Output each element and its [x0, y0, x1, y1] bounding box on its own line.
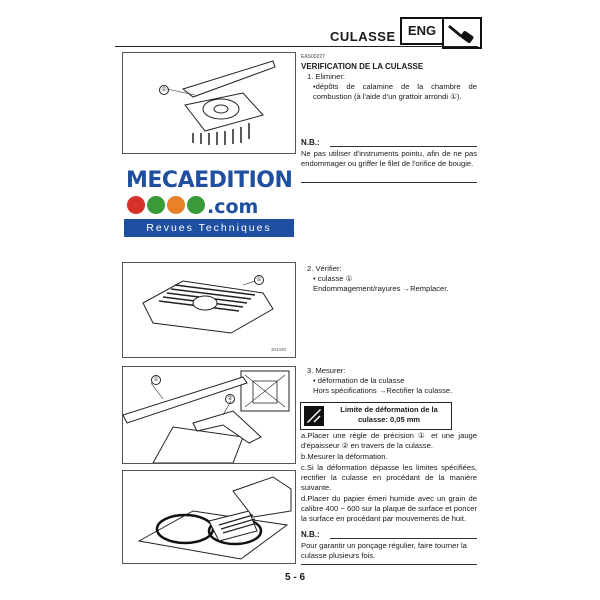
substep-b: b.Mesurer la déformation. [301, 452, 388, 461]
bike-icon [147, 196, 165, 214]
gauge-icon [304, 406, 324, 426]
step-2-label: 2. Vérifier: [307, 264, 342, 273]
figure-head-inspection [122, 262, 296, 358]
note-1-label: N.B.: [301, 138, 320, 147]
step-2-result: Endommagement/rayures →Remplacer. [313, 284, 449, 293]
header-rule [115, 46, 478, 47]
section-code: EAS00227 [301, 54, 325, 60]
section-heading: VERIFICATION DE LA CULASSE [301, 62, 424, 71]
callout-1: ① [254, 275, 264, 285]
watermark-tagline: Revues Techniques [124, 219, 294, 237]
substep-a: a.Placer une règle de précision ① et une jauge d'épaisseur ② en travers de la culasse. [301, 431, 477, 450]
figure-head-sanding [122, 470, 296, 564]
watermark-domain: .com [207, 196, 259, 218]
note-2-text: Pour garantir un ponçage régulier, faire tourner la culasse plusieurs fois. [301, 541, 467, 560]
step-1-label: 1. Eliminer: [307, 72, 345, 81]
callout-1: ① [151, 375, 161, 385]
watermark-name: MECAEDITION [126, 168, 293, 193]
substep-d: d.Placer du papier émeri humide avec un grain de calibre 400 ~ 600 sur la plaque de surface et poncer la surface en procédant par mouvements de huit. [301, 494, 477, 523]
callout-1: ① [159, 85, 169, 95]
page-header-title: CULASSE [330, 29, 396, 44]
note-1-rule [330, 146, 477, 147]
figure-warpage-measurement [122, 366, 296, 464]
note-1-end-rule [301, 182, 477, 183]
step-1-text: •dépôts de calamine de la chambre de combustion (à l'aide d'un grattoir arrondi ①). [313, 82, 477, 101]
limit-line-2: culasse: 0,05 mm [357, 415, 421, 424]
step-3-bullet: • déformation de la culasse [313, 376, 405, 385]
step-3-label: 3. Mesurer: [307, 366, 346, 375]
language-badge: ENG [400, 17, 444, 45]
substep-c: c.Si la déformation dépasse les limites spécifiées, rectifier la culasse en procédant de la manière suivante. [301, 463, 477, 492]
callout-2: ② [225, 394, 235, 404]
car-icon [127, 196, 145, 214]
note-2-end-rule [301, 564, 477, 565]
figure-code: 301030 [271, 347, 287, 352]
limit-line-1: Limite de déformation de la [340, 405, 438, 414]
scooter-icon [167, 196, 185, 214]
step-2-bullet: • culasse ① [313, 274, 353, 283]
note-2-rule [330, 538, 477, 539]
step-3-result: Hors spécifications →Rectifier la culasse. [313, 386, 453, 395]
limit-spec-box [300, 402, 452, 430]
note-2-label: N.B.: [301, 530, 320, 539]
tractor-icon [187, 196, 205, 214]
figure-head-scraping [122, 52, 296, 154]
note-1-text: Ne pas utiliser d'instruments pointu, afin de ne pas endommager ou griffer le filet de l'orifice de bougie. [301, 149, 477, 168]
wrench-icon [442, 17, 482, 49]
page-number: 5 - 6 [285, 572, 306, 583]
